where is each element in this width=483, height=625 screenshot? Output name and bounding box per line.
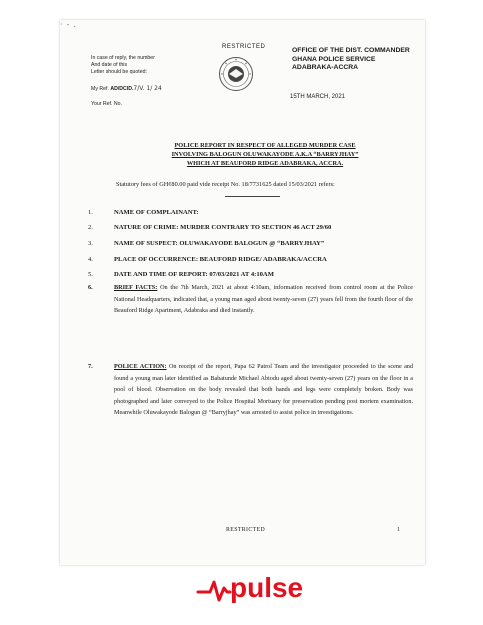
- reply-line: And date of this: [91, 62, 128, 68]
- my-ref: [91, 85, 162, 92]
- your-ref: Your Ref. No.: [91, 101, 122, 107]
- my-ref-handwritten: 7/V. 1/ 24: [133, 85, 162, 92]
- paragraph-heading: POLICE ACTION:: [114, 363, 167, 370]
- list-item: [88, 224, 331, 231]
- my-ref-label: My Ref.: [91, 86, 109, 92]
- office-line: OFFICE OF THE DIST. COMMANDER: [292, 47, 410, 54]
- title-line: POLICE REPORT IN RESPECT OF ALLEGED MURDER CASE: [174, 142, 356, 149]
- item-number: 1.: [88, 209, 93, 216]
- paragraph-text: On the 7th March, 2021 at about 4:10am, information received from control room at the Police National Headquarters, indicated that, a young man aged about twenty-seven (27) years fell from the fourth floor of the Beauford Ridge Apartment, Adabraka and died instantly.: [114, 284, 413, 315]
- pulse-logo: [196, 566, 306, 606]
- item-text: NATURE OF CRIME: MURDER CONTRARY TO SECTION 46 ACT 29/60: [114, 224, 332, 231]
- item-number: 2.: [88, 224, 93, 231]
- item-number: 5.: [88, 271, 93, 278]
- list-item: [88, 209, 199, 216]
- title-line: INVOLVING BALOGUN OLUWAKAYODE A.K.A “BARRYJHAY”: [171, 151, 359, 158]
- office-line: ADABRAKA-ACCRA: [292, 64, 359, 71]
- paragraph-text: On receipt of the report, Papa 62 Patrol Team and the investigator proceeded to the scene and found a young man later identified as Babatunde Michael Abiodu aged about twenty-seven (27) years on the floor in a pool of blood. Observation on the body revealed that both hands and legs were completely broken. Body was photographed and later conveyed to the Police Hospital Mortuary for preservation pending post mortem examination. Meanwhile Oluwakayode Balogun @ “Barryjhay” was arrested to assist police in investigations.: [114, 363, 413, 417]
- item-text: NAME OF SUSPECT: OLUWAKAYODE BALOGUN @ “BARRYJHAY”: [114, 240, 325, 247]
- reply-line: In case of reply, the number: [91, 55, 155, 61]
- item-text: NAME OF COMPLAINANT:: [114, 209, 199, 216]
- report-date: 15TH MARCH, 2021: [290, 94, 346, 100]
- report-title: [120, 141, 410, 168]
- divider: [225, 196, 280, 197]
- reply-instructions: [91, 55, 201, 76]
- restricted-footer: RESTRICTED: [226, 527, 266, 533]
- my-ref-value: AD/DCID.: [110, 86, 134, 92]
- police-seal-icon: [218, 56, 254, 92]
- paragraph-heading: BRIEF FACTS:: [114, 284, 158, 291]
- title-line: WHICH AT BEAUFORD RIDGE ADABRAKA, ACCRA.: [186, 160, 344, 167]
- item-text: PLACE OF OCCURRENCE: BEAUFORD RIDGE/ ADABRAKA/ACCRA: [114, 256, 327, 263]
- page-number: 1: [397, 527, 400, 533]
- list-item: [88, 256, 327, 263]
- paragraph-number: 6.: [88, 284, 93, 291]
- item-text: DATE AND TIME OF REPORT: 07/03/2021 AT 4:10AM: [114, 271, 274, 278]
- police-action-paragraph: [88, 361, 413, 419]
- item-number: 3.: [88, 240, 93, 247]
- restricted-header: RESTRICTED: [222, 44, 266, 50]
- logo-text: pulse: [230, 572, 304, 603]
- brief-facts-paragraph: [88, 282, 413, 317]
- scan-marks: · - ․: [60, 20, 76, 29]
- reply-line: Letter should be quoted:: [91, 69, 147, 75]
- paragraph-number: 7.: [88, 363, 93, 370]
- list-item: [88, 271, 274, 278]
- statutory-fees: Statutory fees of GH¢80.00 paid vide receipt No. 18/7731625 dated 15/03/2021 refers:: [116, 181, 335, 188]
- item-number: 4.: [88, 256, 93, 263]
- list-item: [88, 240, 324, 247]
- office-address: [292, 47, 410, 73]
- office-line: GHANA POLICE SERVICE: [292, 55, 376, 63]
